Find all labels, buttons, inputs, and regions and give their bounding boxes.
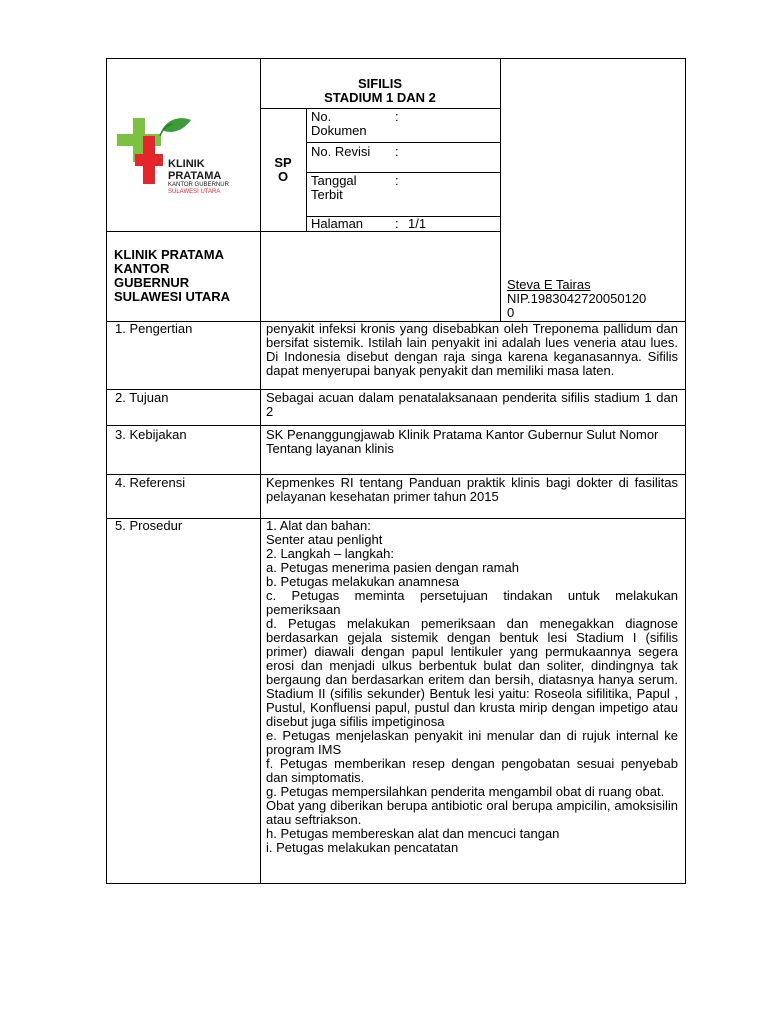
spo-label-line1: SP <box>274 155 292 170</box>
meta-value: 1/1 <box>408 216 427 231</box>
meta-separator: : <box>395 173 399 188</box>
divider <box>500 58 501 321</box>
logo-text-pratama: PRATAMA <box>168 170 222 182</box>
meta-label: Dokumen <box>311 123 367 138</box>
procedure-step: 1. Alat dan bahan: <box>266 518 371 533</box>
logo-text-sulawesi: SULAWESI UTARA <box>168 189 221 195</box>
procedure-step: e. Petugas menjelaskan penyakit ini menular dan di rujuk internal ke program IMS <box>266 728 678 757</box>
procedure-step: h. Petugas membereskan alat dan mencuci tangan <box>266 826 560 841</box>
divider <box>306 108 307 231</box>
org-name-line2: KANTOR <box>114 261 170 276</box>
logo-leaf <box>162 118 191 132</box>
section-text-tujuan: Sebagai acuan dalam penatalaksanaan penderita sifilis stadium 1 dan 2 <box>266 390 678 419</box>
divider <box>260 108 500 109</box>
section-label-tujuan: 2. Tujuan <box>115 390 169 405</box>
logo-text-kantor: KANTOR GUBERNUR <box>168 182 229 188</box>
divider <box>306 142 500 143</box>
procedure-step: Obat yang diberikan berupa antibiotic oral berupa ampicilin, amoksisilin atau seftriakson. <box>266 798 678 827</box>
meta-separator: : <box>395 109 399 124</box>
divider <box>106 425 686 426</box>
procedure-step: b. Petugas melakukan anamnesa <box>266 574 459 589</box>
doc-title-line2: STADIUM 1 DAN 2 <box>324 90 436 105</box>
divider <box>260 321 261 884</box>
divider <box>106 231 500 232</box>
meta-label: No. <box>311 109 332 124</box>
meta-label: Halaman <box>311 216 364 231</box>
section-text-pengertian: penyakit infeksi kronis yang disebabkan oleh Treponema pallidum dan bersifat sistemik. Istilah lain penyakit ini adalah lues veneria atau lues. Di Indonesia disebut dengan raja singa karena keganasannya. Sifilis dapat menyerupai banyak penyakit dan memiliki masa laten. <box>266 321 678 378</box>
signatory-nip: NIP.1983042720050120 <box>507 291 647 306</box>
doc-title-line1: SIFILIS <box>357 76 403 91</box>
spo-label-line2: O <box>277 169 289 184</box>
org-name-line4: SULAWESI UTARA <box>114 289 231 304</box>
procedure-step: g. Petugas mempersilahkan penderita mengambil obat di ruang obat. <box>266 784 665 799</box>
procedure-step: f. Petugas memberikan resep dengan pengobatan sesuai penyebab dan simptomatis. <box>266 756 678 785</box>
org-name-line3: GUBERNUR <box>114 275 190 290</box>
section-label-referensi: 4. Referensi <box>115 475 186 490</box>
procedure-step: a. Petugas menerima pasien dengan ramah <box>266 560 519 575</box>
procedure-step: d. Petugas melakukan pemeriksaan dan menegakkan diagnose berdasarkan gejala sistemik dengan bentuk lesi Stadium I (sifilis primer) diawali dengan papul lentikuler yang permukaannya segera erosi dan menjadi ulkus berbentuk bulat dan soliter, dindingnya tak bergaung dan berdasarkan eritem dan bersih, diatasnya hanya serum. Stadium II (sifilis sekunder) Bentuk lesi yaitu: Roseola sifilitika, Papul , Pustul, Konfluensi papul, pustul dan krusta mirip dengan impetigo atau disebut juga sifilis impetiginosa <box>266 616 678 729</box>
signatory-nip-cont: 0 <box>507 305 515 320</box>
meta-label: Terbit <box>311 187 343 202</box>
signatory-name: Steva E Tairas <box>507 277 591 292</box>
logo-text-klinik: KLINIK <box>168 158 205 170</box>
clinic-logo <box>112 114 254 200</box>
section-label-prosedur: 5. Prosedur <box>115 518 183 533</box>
procedure-list <box>266 519 678 855</box>
procedure-step: Senter atau penlight <box>266 532 383 547</box>
meta-label: No. Revisi <box>311 144 371 159</box>
meta-label: Tanggal <box>311 173 357 188</box>
meta-separator: : <box>395 216 399 231</box>
section-label-kebijakan: 3. Kebijakan <box>115 427 187 442</box>
org-name-line1: KLINIK PRATAMA <box>114 247 225 262</box>
procedure-step: i. Petugas melakukan pencatatan <box>266 840 459 855</box>
section-text-kebijakan: SK Penanggungjawab Klinik Pratama Kantor Gubernur Sulut Nomor Tentang layanan klinis <box>266 427 659 456</box>
section-text-referensi: Kepmenkes RI tentang Panduan praktik klinis bagi dokter di fasilitas pelayanan kesehatan primer tahun 2015 <box>266 475 678 504</box>
procedure-step: 2. Langkah – langkah: <box>266 546 394 561</box>
section-label-pengertian: 1. Pengertian <box>115 321 193 336</box>
meta-separator: : <box>395 144 399 159</box>
procedure-step: c. Petugas meminta persetujuan tindakan untuk melakukan pemeriksaan <box>266 588 678 617</box>
